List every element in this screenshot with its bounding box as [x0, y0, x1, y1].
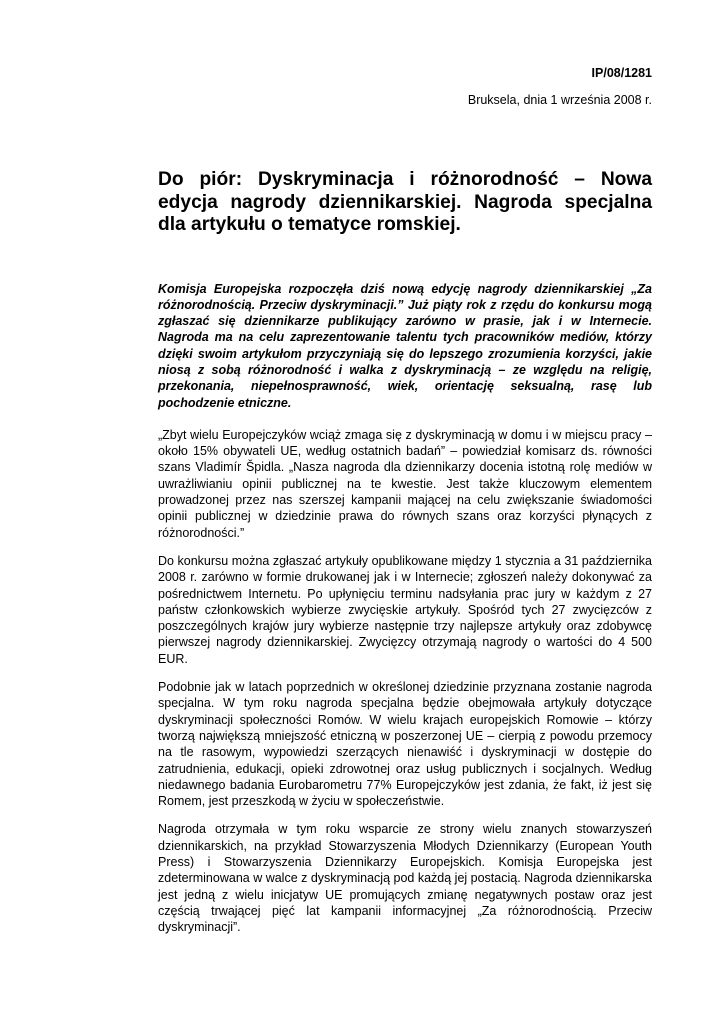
article-title: Do piór: Dyskryminacja i różnorodność – Nowa edycja nagrody dziennikarskiej. Nagroda specjalna dla artykułu o tematyce romskiej.	[158, 169, 652, 235]
body-paragraph-1: „Zbyt wielu Europejczyków wciąż zmaga się z dyskryminacją w domu i w miejscu pracy – około 15% obywateli UE, według ostatnich badań” – powiedział komisarz ds. równości szans Vladimír Špidla. „Nasza nagroda dla dziennikarzy docenia istotną rolę mediów w uwrażliwianiu opinii publicznej na te kwestie. Jest także kluczowym elementem prowadzonej przez nas szerszej kampanii mającej na celu zwiększanie świadomości opinii publicznej w dziedzinie prawa do równych szans oraz korzyści płynących z różnorodności.”	[158, 427, 652, 540]
body-paragraph-3: Podobnie jak w latach poprzednich w określonej dziedzinie przyznana zostanie nagroda specjalna. W tym roku nagroda specjalna będzie obejmowała artykuły dotyczące dyskryminacji społeczności Romów. W wielu krajach europejskich Romowie – którzy tworzą największą mniejszość etniczną w poszerzonej UE – cierpią z powodu przemocy na tle rasowym, wypowiedzi szerzących nienawiść i dyskryminacji w dostępie do zatrudnienia, edukacji, opieki zdrowotnej oraz usług publicznych i socjalnych. Według niedawnego badania Eurobarometru 77% Europejczyków jest zdania, że fakt, iż jest się Romem, jest przeszkodą w życiu w społeczeństwie.	[158, 680, 652, 809]
body-paragraph-4: Nagroda otrzymała w tym roku wsparcie ze strony wielu znanych stowarzyszeń dziennikarskich, na przykład Stowarzyszenia Młodych Dziennikarzy (European Youth Press) i Stowarzyszenia Dziennikarzy Europejskich. Komisja Europejska jest zdeterminowana w walce z dyskryminacją pod każdą jej postacią. Nagroda dziennikarska jest jedną z wielu inicjatyw UE promujących zmianę negatywnych postaw oraz jest częścią trwającej pięć lat kampanii informacyjnej „Za różnorodnością. Przeciw dyskryminacji”.	[158, 822, 652, 935]
article-body	[158, 169, 652, 935]
body-paragraph-2: Do konkursu można zgłaszać artykuły opublikowane między 1 stycznia a 31 października 2008 r. zarówno w formie drukowanej jak i w Internecie; zgłoszeń należy dokonywać za pośrednictwem Internetu. Po upłynięciu terminu nadsyłania prac jury w każdym z 27 państw członkowskich wybierze zwycięskie artykuły. Spośród tych 27 zwycięzców z poszczególnych krajów jury wybierze następnie trzy najlepsze artykuły oraz zdobywcę pierwszej nagrody dziennikarskiej. Zwycięzcy otrzymają nagrody o wartości do 4 500 EUR.	[158, 553, 652, 666]
dateline: Bruksela, dnia 1 września 2008 r.	[467, 93, 652, 107]
lead-paragraph: Komisja Europejska rozpoczęła dziś nową edycję nagrody dziennikarskiej „Za różnorodnością. Przeciw dyskryminacji.” Już piąty rok z rzędu do konkursu mogą zgłaszać się dziennikarze publikujący zarówno w prasie, jak i w Internecie. Nagroda ma na celu zaprezentowanie talentu tych pracowników mediów, którzy dzięki swoim artykułom przyczyniają się do lepszego zrozumienia korzyści, jakie niosą z sobą różnorodność i walka z dyskryminacją – ze względu na religię, przekonania, niepełnosprawność, wiek, orientację seksualną, rasę lub pochodzenie etniczne.	[158, 281, 652, 410]
press-release-reference: IP/08/1281	[591, 66, 652, 80]
